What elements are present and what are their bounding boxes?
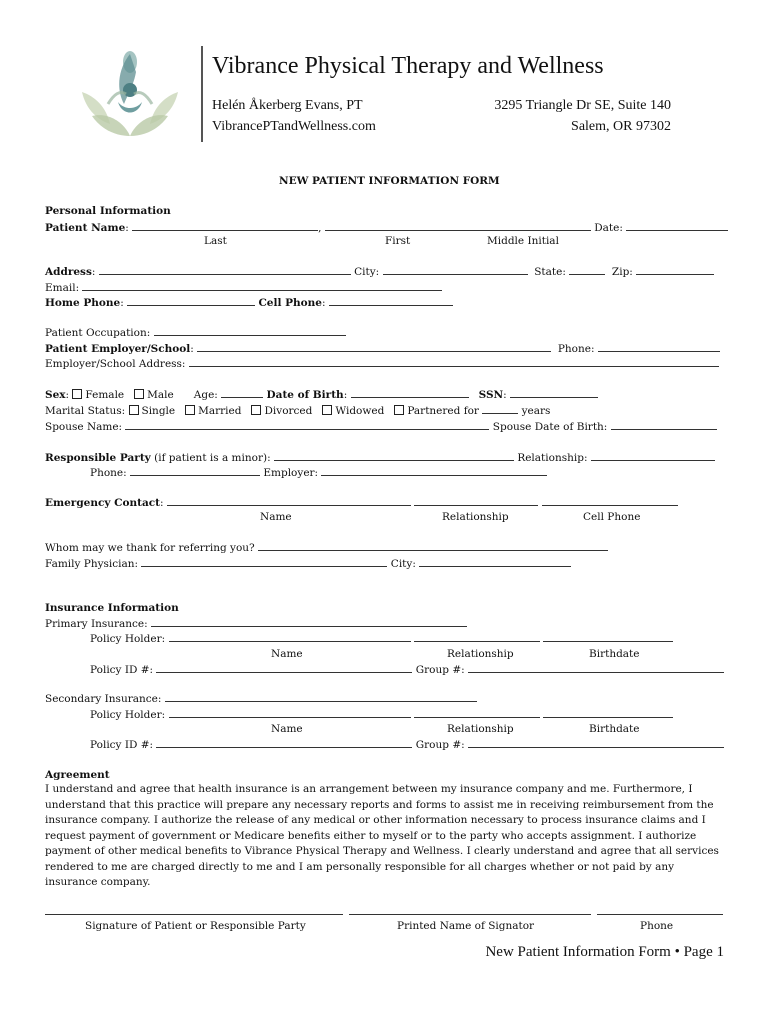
city-field[interactable] <box>383 265 528 275</box>
first-caption: First <box>385 235 411 247</box>
primary-holder-birthdate-field[interactable] <box>543 632 673 642</box>
secondary-policy-label: Policy ID #: <box>90 739 154 751</box>
primary-insurance-row <box>45 617 467 631</box>
secondary-holder-birthdate-field[interactable] <box>543 708 673 718</box>
partnered-years-field[interactable] <box>482 404 518 414</box>
secondary-holder-label: Policy Holder: <box>90 709 166 721</box>
phone-caption: Phone <box>640 920 674 932</box>
address-row: Address: City: State: Zip: <box>45 265 714 279</box>
phone-row: Home Phone: Cell Phone: <box>45 296 453 310</box>
widowed-checkbox[interactable] <box>322 405 332 415</box>
dob-field[interactable] <box>351 388 469 398</box>
physician-label: Family Physician: <box>45 558 139 570</box>
responsible-phone-label: Phone: <box>90 467 127 479</box>
emergency-name-field[interactable] <box>167 496 411 506</box>
email-label: Email: <box>45 282 80 294</box>
primary-name-caption: Name <box>271 648 303 660</box>
responsible-minor: (if patient is a minor): <box>154 452 271 464</box>
employer-address-field[interactable] <box>189 357 719 367</box>
responsible-relationship-label: Relationship: <box>517 452 588 464</box>
secondary-holder-relationship-field[interactable] <box>414 708 540 718</box>
male-label: Male <box>147 389 174 401</box>
secondary-insurance-row <box>45 692 477 706</box>
secondary-group-field[interactable] <box>468 738 724 748</box>
emergency-name-caption: Name <box>260 511 292 523</box>
state-field[interactable] <box>569 265 605 275</box>
home-phone-field[interactable] <box>127 296 255 306</box>
form-title: NEW PATIENT INFORMATION FORM <box>279 175 500 187</box>
employer-phone-label: Phone: <box>557 343 595 355</box>
physician-city-label: City: <box>390 558 416 570</box>
ssn-field[interactable] <box>510 388 598 398</box>
primary-birthdate-caption: Birthdate <box>589 648 640 660</box>
spouse-name-label: Spouse Name: <box>45 421 123 433</box>
page-footer: New Patient Information Form • Page 1 <box>485 944 724 960</box>
primary-insurance-label: Primary Insurance: <box>45 618 148 630</box>
employer-label: Patient Employer/School <box>45 343 191 355</box>
spouse-dob-label: Spouse Date of Birth: <box>492 421 608 433</box>
last-name-field[interactable] <box>132 221 318 231</box>
emergency-cell-caption: Cell Phone <box>583 511 641 523</box>
emergency-cell-field[interactable] <box>542 496 678 506</box>
widowed-label: Widowed <box>335 405 385 417</box>
insurance-heading: Insurance Information <box>45 602 179 614</box>
address-field[interactable] <box>99 265 351 275</box>
sex-row: Sex: Female Male Age: Date of Birth: SSN: <box>45 388 598 402</box>
primary-holder-name-field[interactable] <box>169 632 411 642</box>
secondary-relationship-caption: Relationship <box>447 723 514 735</box>
middle-caption: Middle Initial <box>487 235 559 247</box>
physician-row <box>45 557 571 571</box>
primary-policy-row <box>90 663 724 677</box>
married-label: Married <box>198 405 242 417</box>
age-label: Age: <box>193 389 218 401</box>
secondary-holder-name-field[interactable] <box>169 708 411 718</box>
physician-field[interactable] <box>141 557 387 567</box>
employer-row: Patient Employer/School: Phone: <box>45 342 720 356</box>
address-label: Address <box>45 266 92 278</box>
signature-line[interactable] <box>45 914 343 915</box>
employer-field[interactable] <box>197 342 551 352</box>
referral-row <box>45 541 608 555</box>
email-row <box>45 281 442 295</box>
responsible-row <box>45 451 715 465</box>
emergency-label: Emergency Contact <box>45 497 161 509</box>
zip-field[interactable] <box>636 265 714 275</box>
primary-holder-label: Policy Holder: <box>90 633 166 645</box>
female-checkbox[interactable] <box>72 389 82 399</box>
cell-phone-label: Cell Phone <box>258 297 322 309</box>
website[interactable]: VibrancePTandWellness.com <box>212 119 376 134</box>
emergency-relationship-caption: Relationship <box>442 511 509 523</box>
practice-title: Vibrance Physical Therapy and Wellness <box>212 53 604 79</box>
female-label: Female <box>85 389 125 401</box>
responsible-row2 <box>90 466 547 480</box>
responsible-name-field[interactable] <box>274 451 514 461</box>
phone-line[interactable] <box>597 914 723 915</box>
responsible-phone-field[interactable] <box>130 466 260 476</box>
occupation-label: Patient Occupation: <box>45 327 151 339</box>
practitioner-name: Helén Åkerberg Evans, PT <box>212 98 363 113</box>
secondary-birthdate-caption: Birthdate <box>589 723 640 735</box>
zip-label: Zip: <box>611 266 633 278</box>
date-label: Date: <box>594 222 623 234</box>
employer-address-label: Employer/School Address: <box>45 358 186 370</box>
divorced-checkbox[interactable] <box>251 405 261 415</box>
date-field[interactable] <box>626 221 728 231</box>
single-label: Single <box>141 405 176 417</box>
referral-field[interactable] <box>258 541 608 551</box>
lotus-logo <box>78 44 182 144</box>
primary-policy-field[interactable] <box>156 663 412 673</box>
partnered-label: Partnered for <box>407 405 479 417</box>
primary-group-field[interactable] <box>468 663 724 673</box>
state-label: State: <box>534 266 566 278</box>
secondary-insurance-label: Secondary Insurance: <box>45 693 162 705</box>
occupation-field[interactable] <box>154 326 346 336</box>
spouse-dob-field[interactable] <box>611 420 717 430</box>
personal-heading: Personal Information <box>45 205 171 217</box>
primary-holder-relationship-field[interactable] <box>414 632 540 642</box>
male-checkbox[interactable] <box>134 389 144 399</box>
married-checkbox[interactable] <box>185 405 195 415</box>
emergency-relationship-field[interactable] <box>414 496 538 506</box>
patient-name-label: Patient Name <box>45 222 126 234</box>
single-checkbox[interactable] <box>129 405 139 415</box>
responsible-employer-label: Employer: <box>263 467 319 479</box>
referral-label: Whom may we thank for referring you? <box>45 542 255 554</box>
city-label: City: <box>354 266 380 278</box>
last-caption: Last <box>204 235 227 247</box>
employer-phone-field[interactable] <box>598 342 720 352</box>
marital-row <box>45 404 550 418</box>
responsible-employer-field[interactable] <box>321 466 547 476</box>
spouse-name-field[interactable] <box>125 420 489 430</box>
primary-holder-row <box>90 632 673 646</box>
years-label: years <box>521 405 551 417</box>
primary-relationship-caption: Relationship <box>447 648 514 660</box>
secondary-holder-row <box>90 708 673 722</box>
agreement-text: I understand and agree that health insurance is an arrangement between my insurance company and me. Furthermore, I understand that this practice will prepare any necessary reports and forms to assist me in receiving reimbursement from the insurance company. I authorize the release of any medical or other information necessary to process insurance claims and I request payment of government or Medicare benefits either to myself or to the party who accepts assignment. I authorize payment of other medical benefits to Vibrance Physical Therapy and Wellness. I clearly understand and agree that all services rendered to me are charged directly to me and I am personally responsible for all charges whether or not paid by any insurance company. <box>45 783 719 888</box>
occupation-row <box>45 326 346 340</box>
first-name-field[interactable] <box>325 221 591 231</box>
sex-label: Sex <box>45 389 66 401</box>
printed-name-line[interactable] <box>349 914 591 915</box>
patient-name-row: Patient Name: , Date: <box>45 221 728 235</box>
employer-address-row <box>45 357 719 371</box>
address-line1: 3295 Triangle Dr SE, Suite 140 <box>494 98 671 113</box>
primary-group-label: Group #: <box>415 664 465 676</box>
secondary-policy-row <box>90 738 724 752</box>
physician-city-field[interactable] <box>419 557 571 567</box>
divorced-label: Divorced <box>264 405 313 417</box>
signature-caption: Signature of Patient or Responsible Party <box>85 920 306 932</box>
spouse-row <box>45 420 717 434</box>
secondary-policy-field[interactable] <box>156 738 412 748</box>
address-line2: Salem, OR 97302 <box>571 119 671 134</box>
responsible-label: Responsible Party <box>45 452 151 464</box>
header-divider <box>201 46 203 142</box>
email-field[interactable] <box>82 281 442 291</box>
printed-name-caption: Printed Name of Signator <box>397 920 535 932</box>
partnered-checkbox[interactable] <box>394 405 404 415</box>
emergency-row: Emergency Contact: <box>45 496 678 510</box>
dob-label: Date of Birth <box>266 389 344 401</box>
home-phone-label: Home Phone <box>45 297 121 309</box>
ssn-label: SSN <box>478 389 504 401</box>
cell-phone-field[interactable] <box>329 296 453 306</box>
secondary-group-label: Group #: <box>415 739 465 751</box>
age-field[interactable] <box>221 388 263 398</box>
responsible-relationship-field[interactable] <box>591 451 715 461</box>
secondary-name-caption: Name <box>271 723 303 735</box>
primary-insurance-field[interactable] <box>151 617 467 627</box>
marital-label: Marital Status: <box>45 405 126 417</box>
secondary-insurance-field[interactable] <box>165 692 477 702</box>
primary-policy-label: Policy ID #: <box>90 664 154 676</box>
agreement-heading: Agreement <box>45 769 110 781</box>
